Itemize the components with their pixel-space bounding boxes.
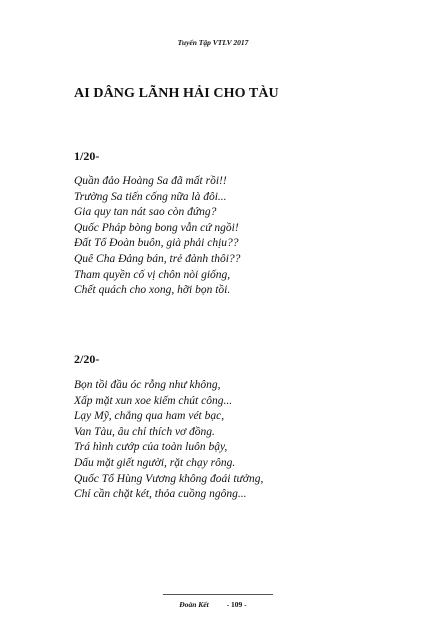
verse-line: Trường Sa tiến cống nữa là đôi... [74,190,227,203]
footer-author: Đoàn Kết [179,600,209,609]
stanza-2-lines [74,378,263,503]
verse-line: Trá hình cướp của toàn luôn bậy, [74,441,228,454]
verse-line: Gia quy tan nát sao còn đứng? [74,206,217,219]
verse-line: Chết quách cho xong, hỡi bọn tồi. [74,284,231,297]
running-header: Tuyển Tập VTLV 2017 [177,38,249,47]
verse-line: Quê Cha Đảng bán, trẻ đành thôi?? [74,252,241,265]
verse-line: Van Tàu, âu chỉ thích vơ đồng. [74,425,215,438]
verse-line: Bọn tồi đầu óc rỗng như không, [74,379,221,391]
stanza-1-lines [74,174,240,299]
footer-divider [163,594,273,595]
verse-line: Tham quyền cố vị chôn nòi giống, [74,268,231,281]
poem-title: AI DÂNG LÃNH HẢI CHO TÀU [74,86,279,101]
verse-line: Lạy Mỹ, chẳng qua ham vét bạc, [74,410,225,423]
verse-line: Dấu mặt giết người, rặt chạy rông. [74,456,236,469]
stanza-number: 2/20- [74,352,100,366]
verse-line: Quần đảo Hoàng Sa đã mất rồi!! [74,175,227,187]
verse-line: Đất Tổ Đoàn buôn, già phải chịu?? [74,237,239,250]
verse-line: Quốc Pháp bòng bong vẫn cứ ngồi! [74,221,239,234]
verse-line: Xấp mặt xun xoe kiếm chút công... [74,394,233,407]
verse-line: Quốc Tổ Hùng Vương không đoái tưởng, [74,472,264,485]
page-footer [0,600,426,609]
stanza-number: 1/20- [74,149,100,163]
verse-line: Chỉ cần chặt két, thỏa cuồng ngông... [74,488,247,501]
page-number: - 109 - [226,600,247,609]
